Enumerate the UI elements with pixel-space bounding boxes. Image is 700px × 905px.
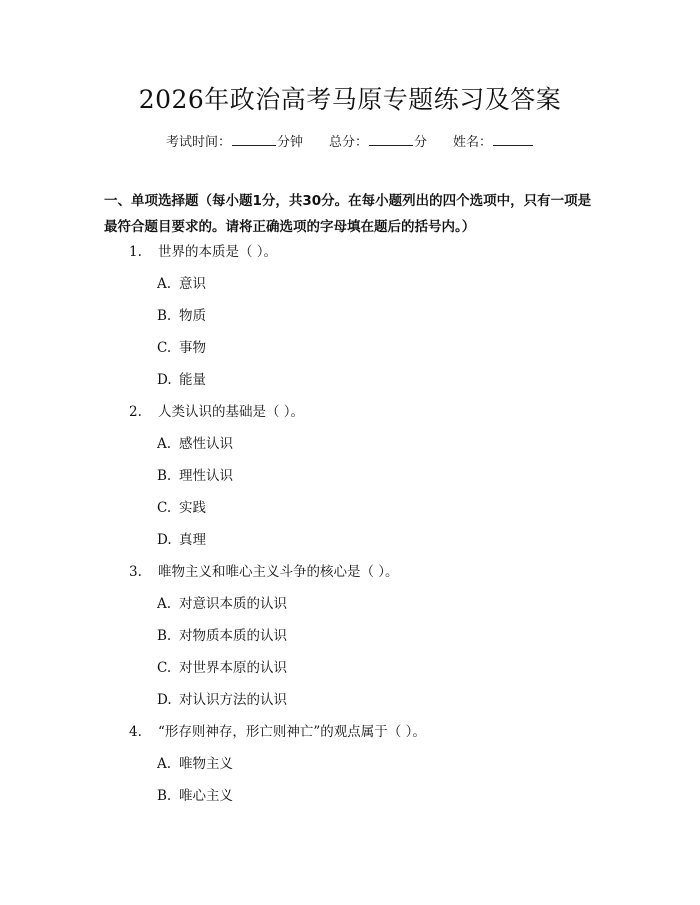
option-letter: C.	[157, 500, 172, 516]
option-text: 对世界本原的认识	[179, 660, 287, 676]
option-letter: B.	[157, 788, 172, 804]
question-number: 1.	[129, 244, 142, 260]
option-text: 实践	[179, 500, 206, 516]
option-letter: B.	[157, 468, 172, 484]
answer-option	[0, 464, 700, 496]
option-text: 能量	[179, 372, 206, 388]
question-number: 2.	[129, 404, 142, 420]
option-letter: B.	[157, 308, 172, 324]
option-text: 感性认识	[179, 436, 233, 452]
name-label: 姓名：	[453, 135, 493, 150]
question-list	[0, 240, 700, 816]
answer-option	[0, 432, 700, 464]
option-text: 意识	[179, 276, 206, 292]
answer-option	[0, 272, 700, 304]
answer-option	[0, 784, 700, 816]
question-item	[0, 400, 700, 432]
answer-option	[0, 496, 700, 528]
section-heading: 一、单项选择题（每小题1分，共30分。在每小题列出的四个选项中，只有一项是最符合题目要求的。请将正确选项的字母填在题后的括号内。）	[104, 193, 592, 235]
option-letter: A.	[157, 276, 172, 292]
question-text: 唯物主义和唯心主义斗争的核心是（ ）。	[158, 564, 399, 580]
exam-time-unit: 分钟	[276, 135, 303, 150]
option-text: 真理	[179, 532, 206, 548]
option-letter: D.	[157, 372, 172, 388]
option-letter: D.	[157, 532, 172, 548]
answer-option	[0, 688, 700, 720]
name-blank	[493, 133, 533, 146]
answer-option	[0, 368, 700, 400]
total-score-unit: 分	[414, 135, 428, 150]
option-letter: C.	[157, 340, 172, 356]
answer-option	[0, 304, 700, 336]
question-item	[0, 560, 700, 592]
exam-info-line	[0, 131, 700, 150]
answer-option	[0, 592, 700, 624]
total-score-label: 总分：	[328, 135, 368, 150]
exam-time-blank	[232, 133, 276, 146]
answer-option	[0, 336, 700, 368]
option-text: 唯心主义	[179, 788, 233, 804]
question-item	[0, 720, 700, 752]
exam-time-label: 考试时间：	[165, 135, 231, 150]
question-number: 4.	[129, 724, 142, 740]
question-text: “形存则神存，形亡则神亡”的观点属于（ ）。	[158, 724, 426, 740]
option-letter: B.	[157, 628, 172, 644]
question-item	[0, 240, 700, 272]
total-score-blank	[369, 133, 413, 146]
option-text: 对物质本质的认识	[179, 628, 287, 644]
option-text: 对认识方法的认识	[179, 692, 287, 708]
question-text: 人类认识的基础是（ ）。	[158, 404, 305, 420]
option-text: 对意识本质的认识	[179, 596, 287, 612]
question-number: 3.	[129, 564, 142, 580]
option-text: 物质	[179, 308, 206, 324]
answer-option	[0, 656, 700, 688]
option-text: 事物	[179, 340, 206, 356]
option-letter: C.	[157, 660, 172, 676]
option-text: 理性认识	[179, 468, 233, 484]
option-letter: A.	[157, 596, 172, 612]
answer-option	[0, 624, 700, 656]
option-letter: D.	[157, 692, 172, 708]
option-letter: A.	[157, 756, 172, 772]
option-letter: A.	[157, 436, 172, 452]
answer-option	[0, 528, 700, 560]
option-text: 唯物主义	[179, 756, 233, 772]
document-title: 2026年政治高考马原专题练习及答案	[138, 85, 562, 114]
answer-option	[0, 752, 700, 784]
question-text: 世界的本质是（ ）。	[158, 244, 278, 260]
